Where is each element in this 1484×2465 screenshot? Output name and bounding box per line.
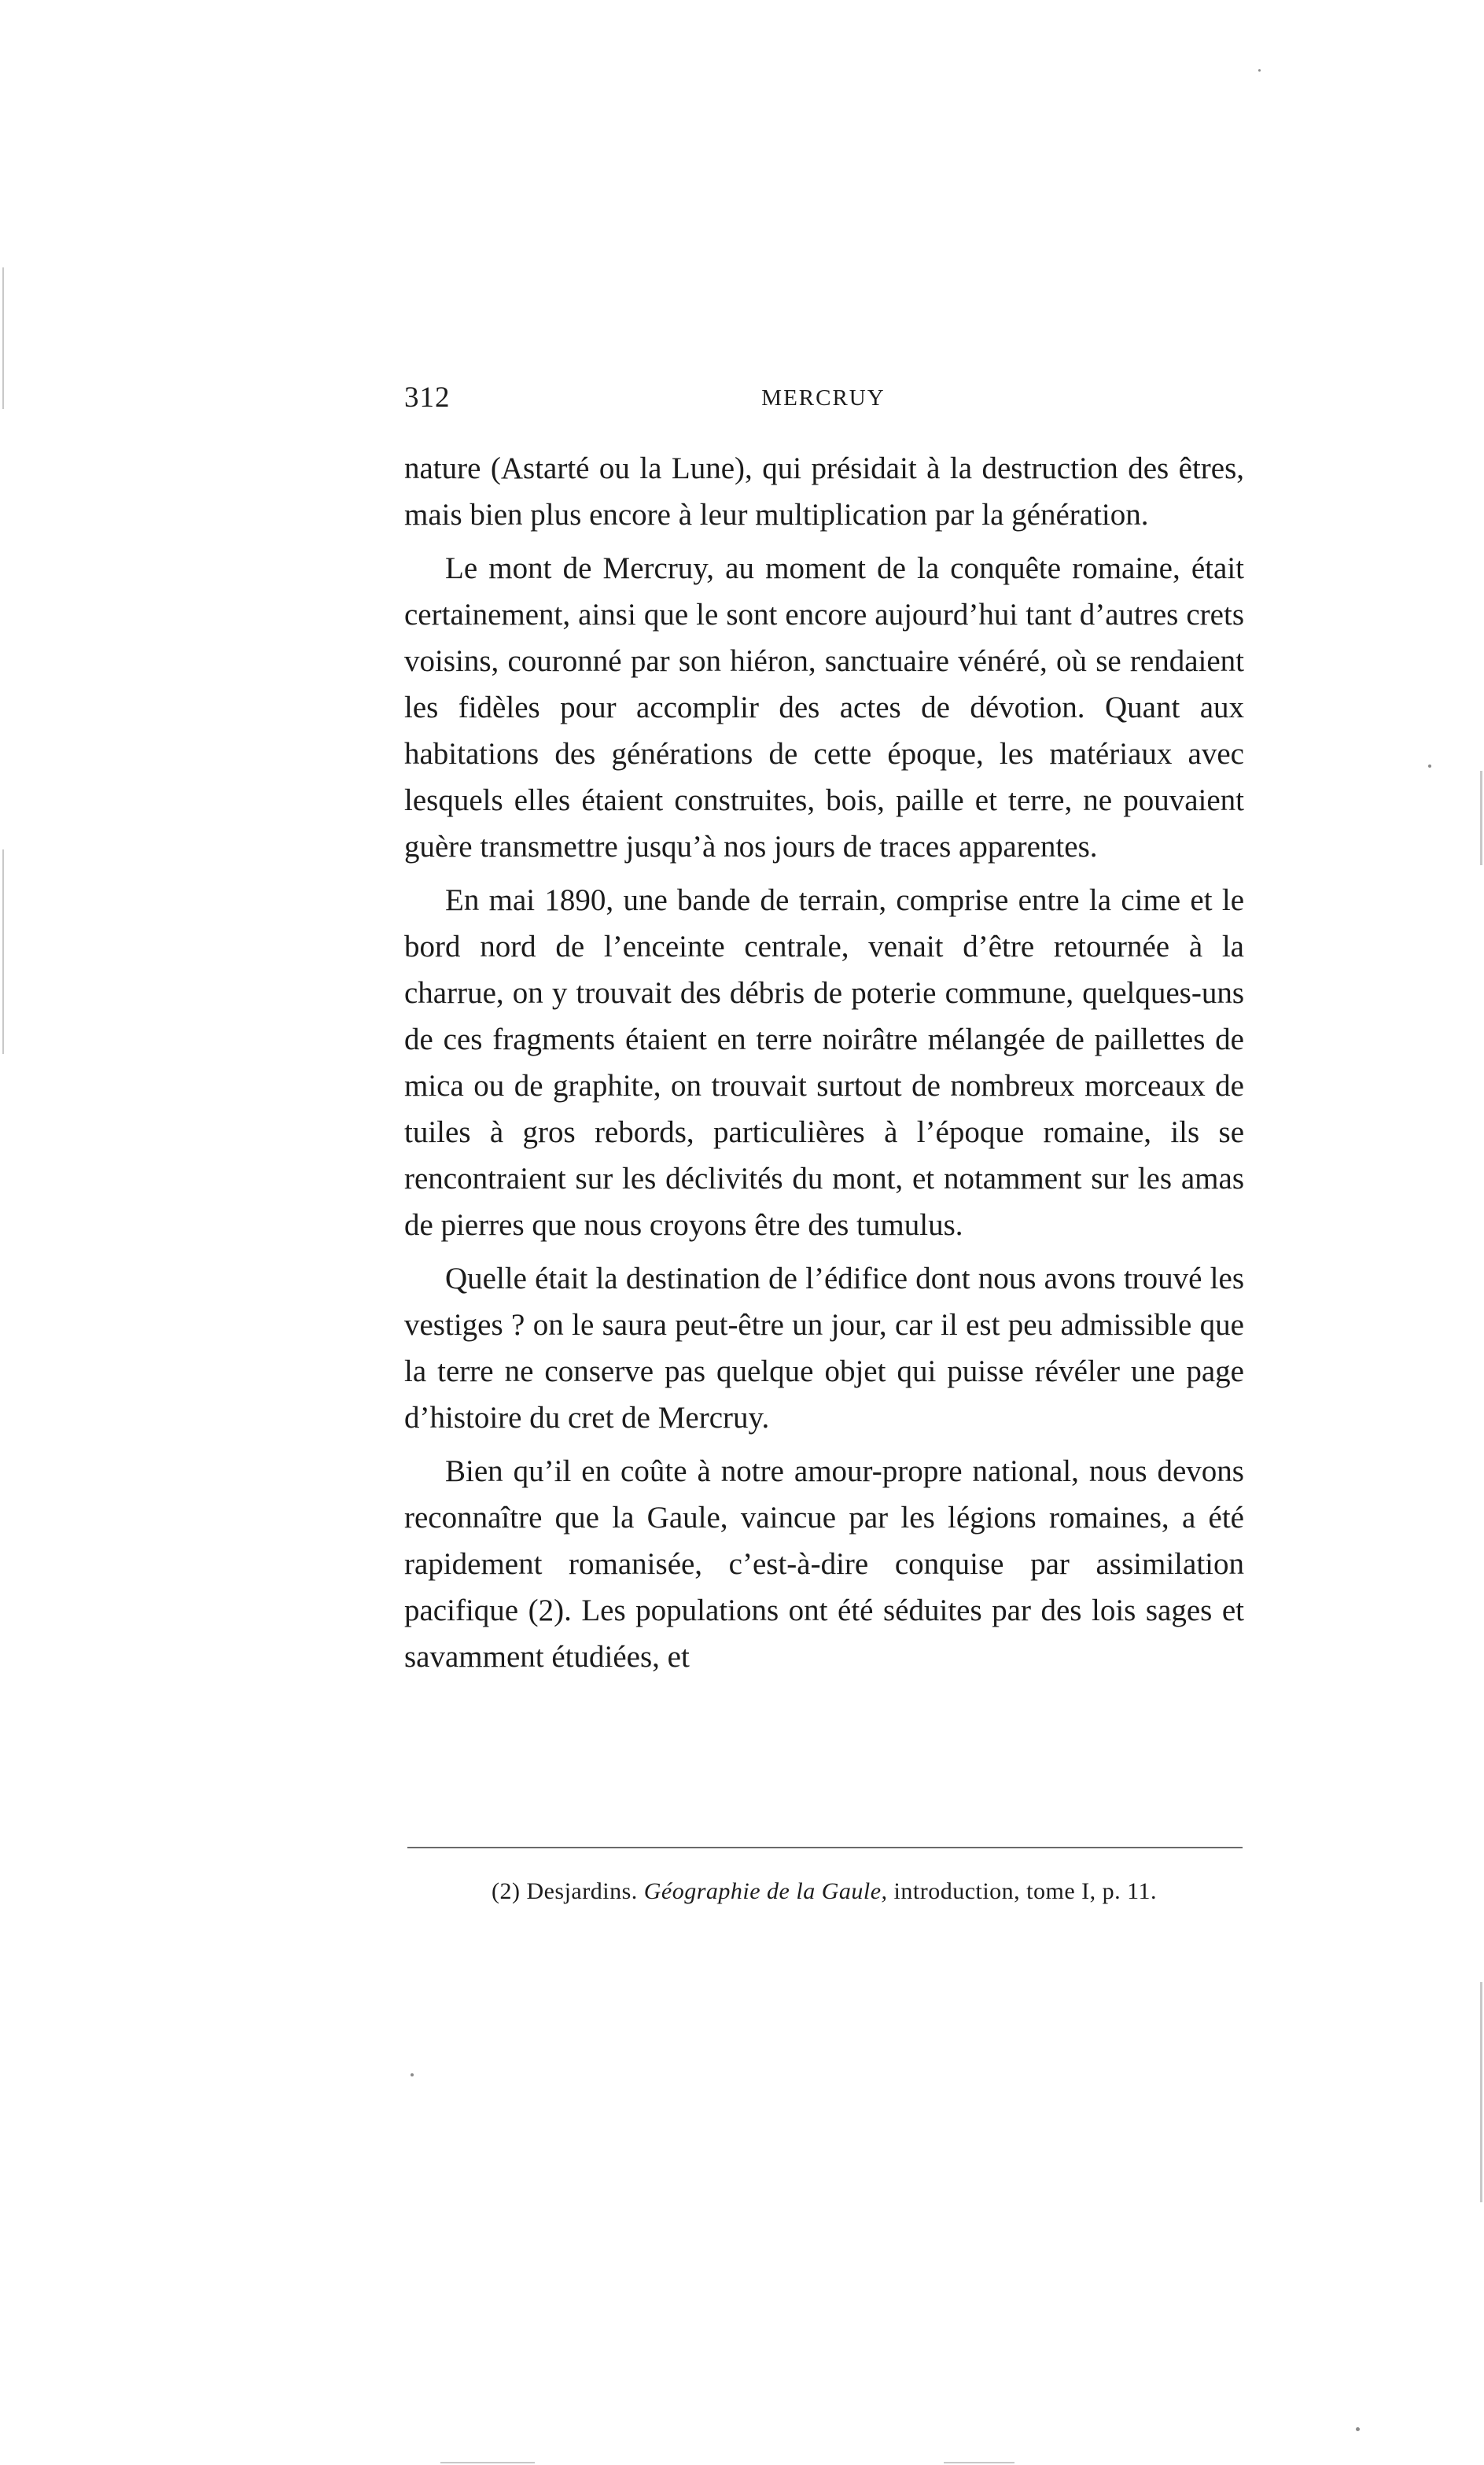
body-text [404,445,1244,1680]
paragraph-continuation: nature (Astarté ou la Lune), qui présidait à la destruction des êtres, mais bien plus encore à leur multiplication par la génération. [404,451,1244,532]
scan-edge-bottom [440,2462,535,2463]
paragraph: Bien qu’il en coûte à notre amour-propre national, nous devons reconnaître que la Gaule, vaincue par les légions romaines, a été rapidement romanisée, c’est-à-dire conquise par assimilation pacifique (2). Les populations ont été séduites par des lois sages et savamment étudiées, et [404,1454,1244,1674]
page-header [404,381,1243,428]
scan-edge-right [1480,771,1482,865]
paragraph: Le mont de Mercruy, au moment de la conquête romaine, était certainement, ainsi que le sont encore aujourd’hui tant d’autres crets voisins, couronné par son hiéron, sanctuaire vénéré, où se rendaient les fidèles pour accomplir des actes de dévotion. Quant aux habitations des générations de cette époque, les matériaux avec lesquels elles étaient construites, bois, paille et terre, ne pouvaient guère transmettre jusqu’à nos jours de traces apparentes. [404,551,1244,864]
footnote-title: Géographie de la Gaule, [643,1878,888,1904]
scan-edge-bottom [944,2462,1014,2463]
footnote-author: Desjardins. [526,1878,638,1904]
scan-speck [411,2073,414,2076]
page-number: 312 [404,381,451,414]
running-title: MERCRUY [761,385,886,411]
scan-edge-right [1480,1982,1482,2202]
scan-speck [1428,765,1431,768]
scan-edge-left [2,849,4,1054]
paragraph: En mai 1890, une bande de terrain, comprise entre la cime et le bord nord de l’enceinte centrale, venait d’être retournée à la charrue, on y trouvait des débris de poterie commune, quelques-uns de ces fragments étaient en terre noirâtre mélangée de paillettes de mica ou de graphite, on trouvait surtout de nombreux morceaux de tuiles à gros rebords, particulières à l’époque romaine, ils se rencontraient sur les déclivités du mont, et notamment sur les amas de pierres que nous croyons être des tumulus. [404,883,1244,1242]
scan-edge-left [2,267,4,409]
footnote-marker: (2) [491,1878,521,1904]
footnote-reference: introduction, tome I, p. 11. [893,1878,1158,1904]
paragraph: Quelle était la destination de l’édifice dont nous avons trouvé les vestiges ? on le saura peut-être un jour, car il est peu admissible que la terre ne conserve pas quelque objet qui puisse révéler une page d’histoire du cret de Mercruy. [404,1262,1244,1435]
scan-speck [1356,2427,1360,2431]
footnote [404,1876,1244,1907]
footnote-divider [407,1847,1243,1848]
scan-speck [1258,69,1261,72]
